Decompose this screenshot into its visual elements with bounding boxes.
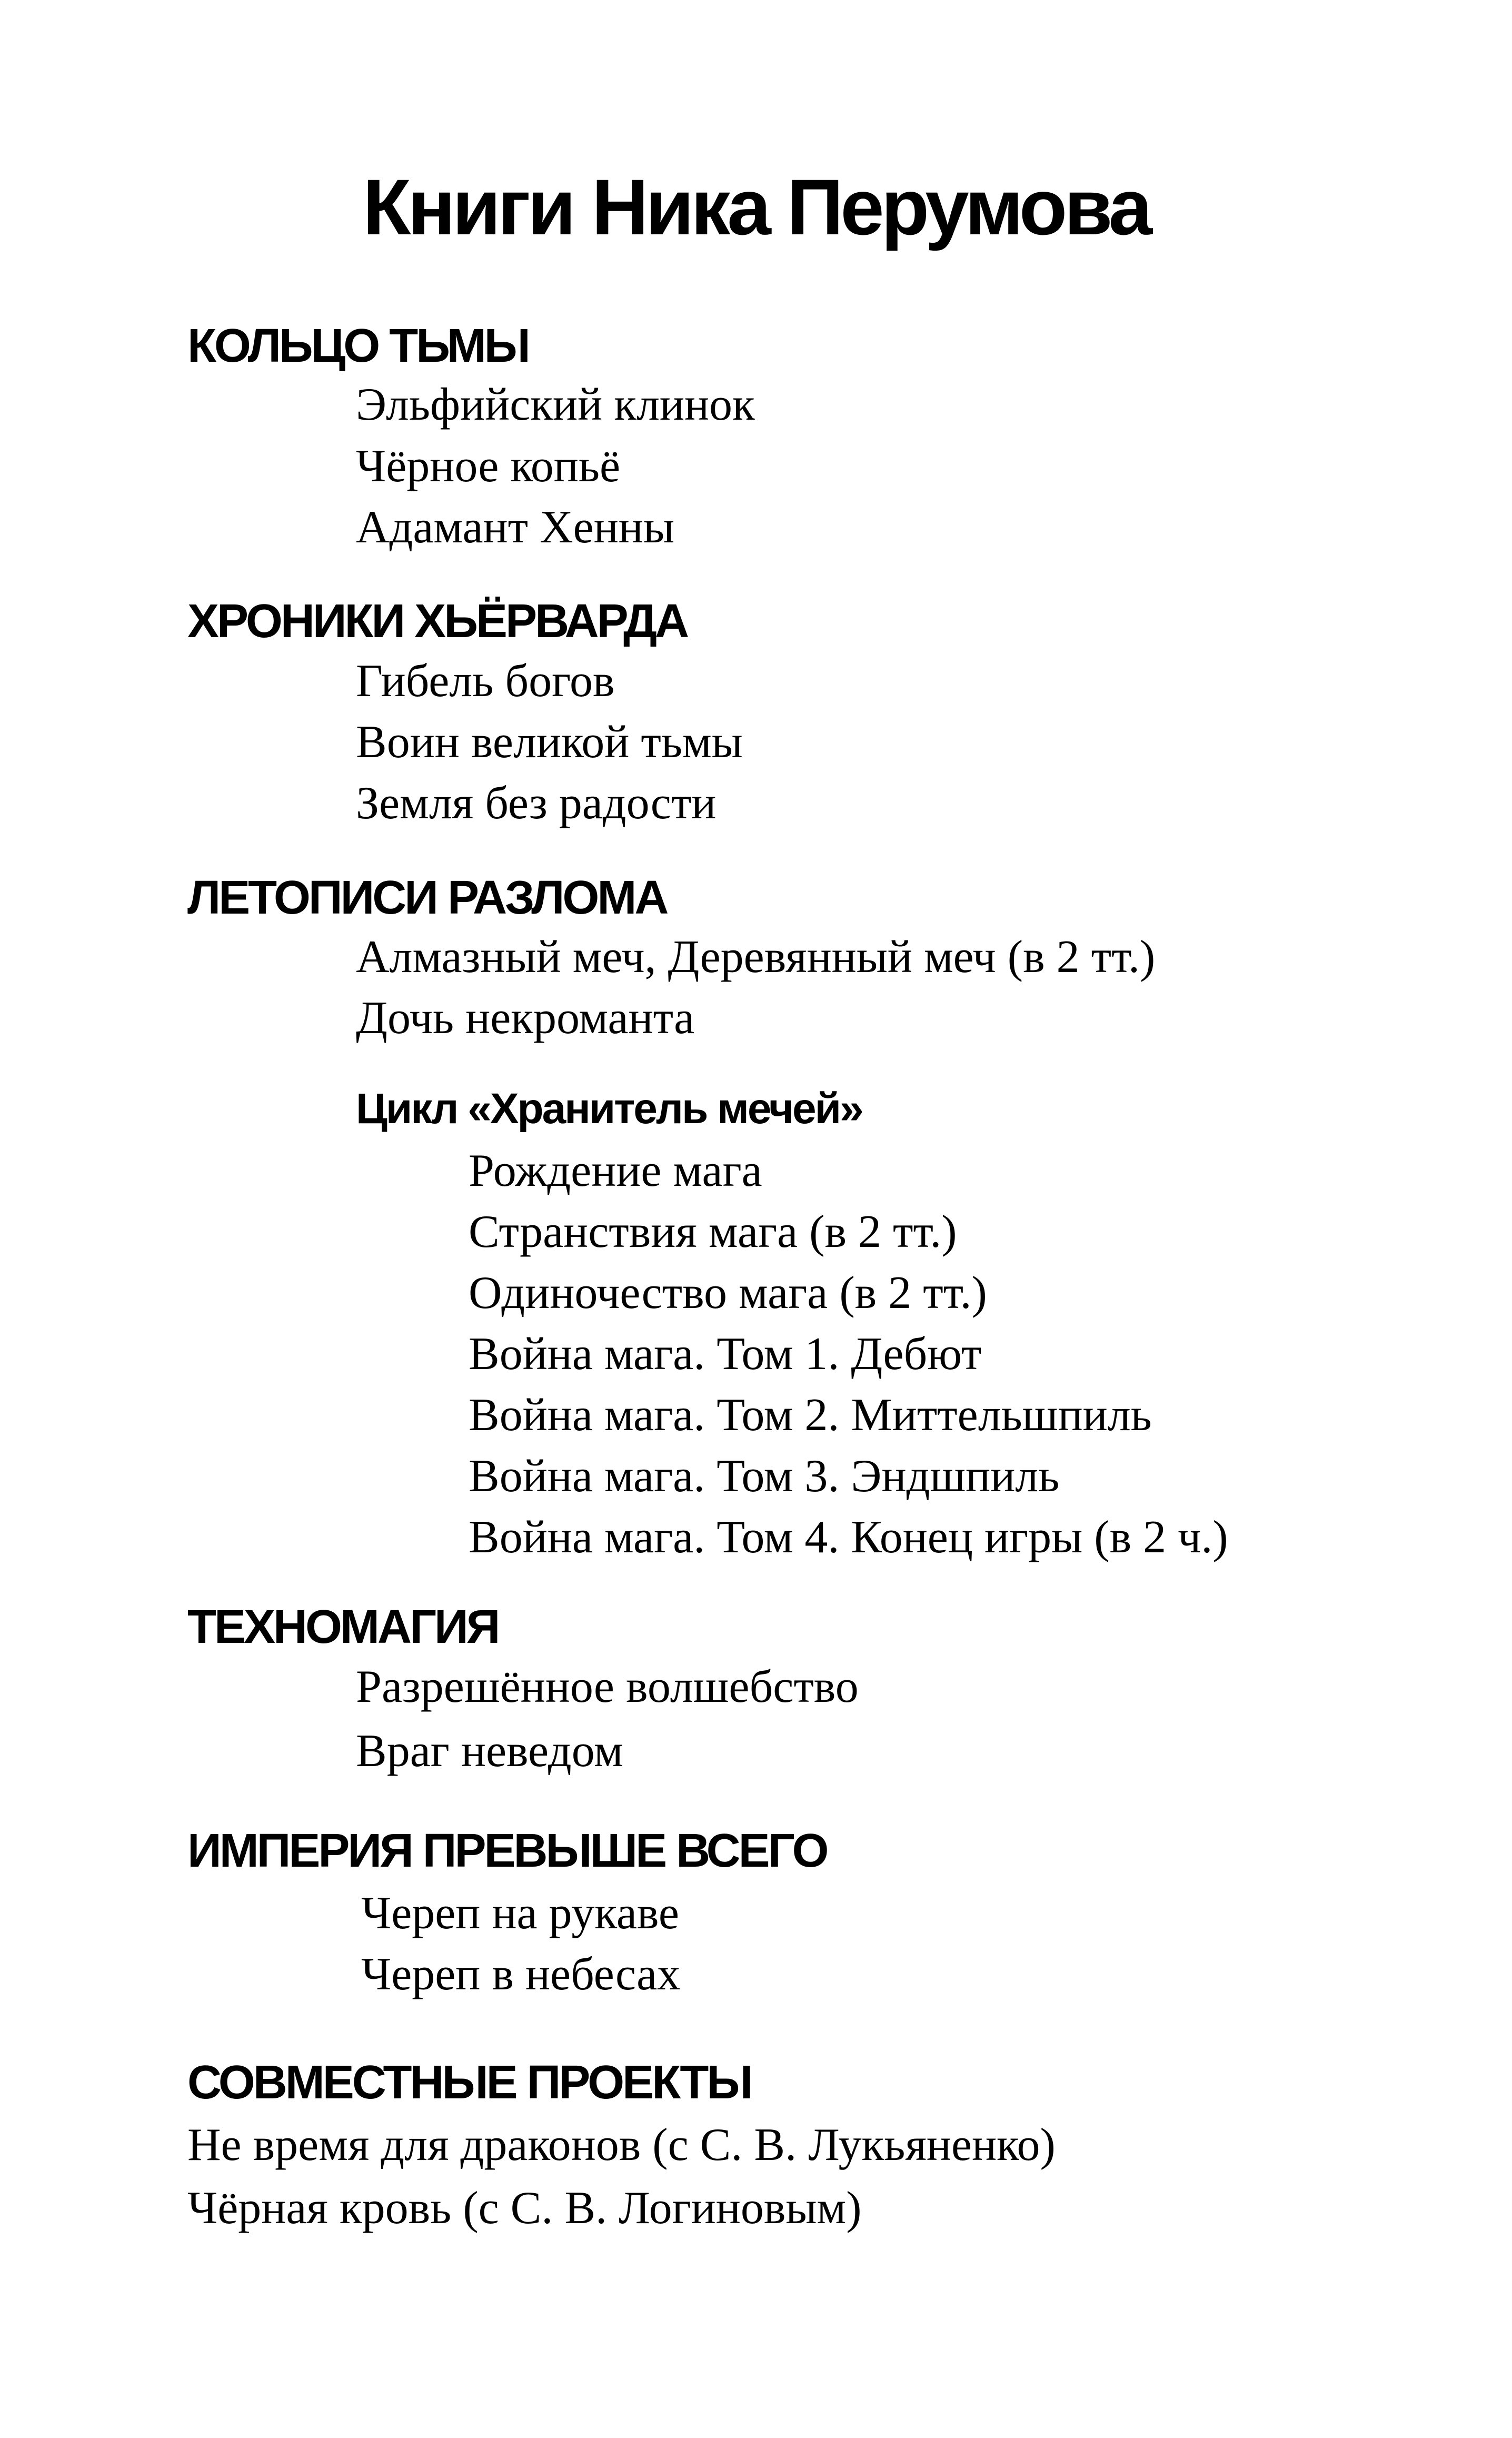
section-heading-tekhnomagiya: ТЕХНОМАГИЯ <box>187 1601 499 1653</box>
list-item: Дочь некроманта <box>356 993 695 1044</box>
list-item: Гибель богов <box>356 656 615 707</box>
list-item: Одиночество мага (в 2 тт.) <box>469 1267 987 1319</box>
list-item: Война мага. Том 1. Дебют <box>469 1329 982 1380</box>
list-item: Странствия мага (в 2 тт.) <box>469 1206 957 1257</box>
list-item: Череп в небесах <box>361 1949 681 2000</box>
page-title: Книги Ника Перумова <box>362 163 1150 251</box>
list-item: Череп на рукаве <box>361 1888 679 1939</box>
list-item: Разрешённое волшебство <box>356 1661 859 1712</box>
list-item: Война мага. Том 4. Конец игры (в 2 ч.) <box>469 1512 1228 1563</box>
list-item: Рождение мага <box>469 1145 762 1196</box>
list-item: Алмазный меч, Деревянный меч (в 2 тт.) <box>356 931 1156 983</box>
list-item: Не время для драконов (с С. В. Лукьяненко) <box>187 2119 1056 2171</box>
section-heading-sovmestnye-proekty: СОВМЕСТНЫЕ ПРОЕКТЫ <box>187 2056 751 2109</box>
section-heading-letopisi-razloma: ЛЕТОПИСИ РАЗЛОМА <box>187 871 667 924</box>
subcycle-heading: Цикл «Хранитель мечей» <box>356 1085 862 1133</box>
list-item: Чёрная кровь (с С. В. Логиновым) <box>187 2183 862 2234</box>
section-heading-koltso-tmy: КОЛЬЦО ТЬМЫ <box>187 320 529 372</box>
list-item: Воин великой тьмы <box>356 717 743 768</box>
list-item: Адамант Хенны <box>356 502 674 553</box>
section-heading-imperiya-prevyshe-vsego: ИМПЕРИЯ ПРЕВЫШЕ ВСЕГО <box>187 1825 827 1877</box>
list-item: Чёрное копьё <box>356 441 621 492</box>
section-heading-khroniki-khyorvarda: ХРОНИКИ ХЬЁРВАРДА <box>187 595 688 648</box>
list-item: Эльфийский клинок <box>356 379 755 430</box>
list-item: Война мага. Том 3. Эндшпиль <box>469 1451 1060 1502</box>
list-item: Враг неведом <box>356 1726 623 1777</box>
list-item: Земля без радости <box>356 778 717 829</box>
list-item: Война мага. Том 2. Миттельшпиль <box>469 1390 1152 1441</box>
